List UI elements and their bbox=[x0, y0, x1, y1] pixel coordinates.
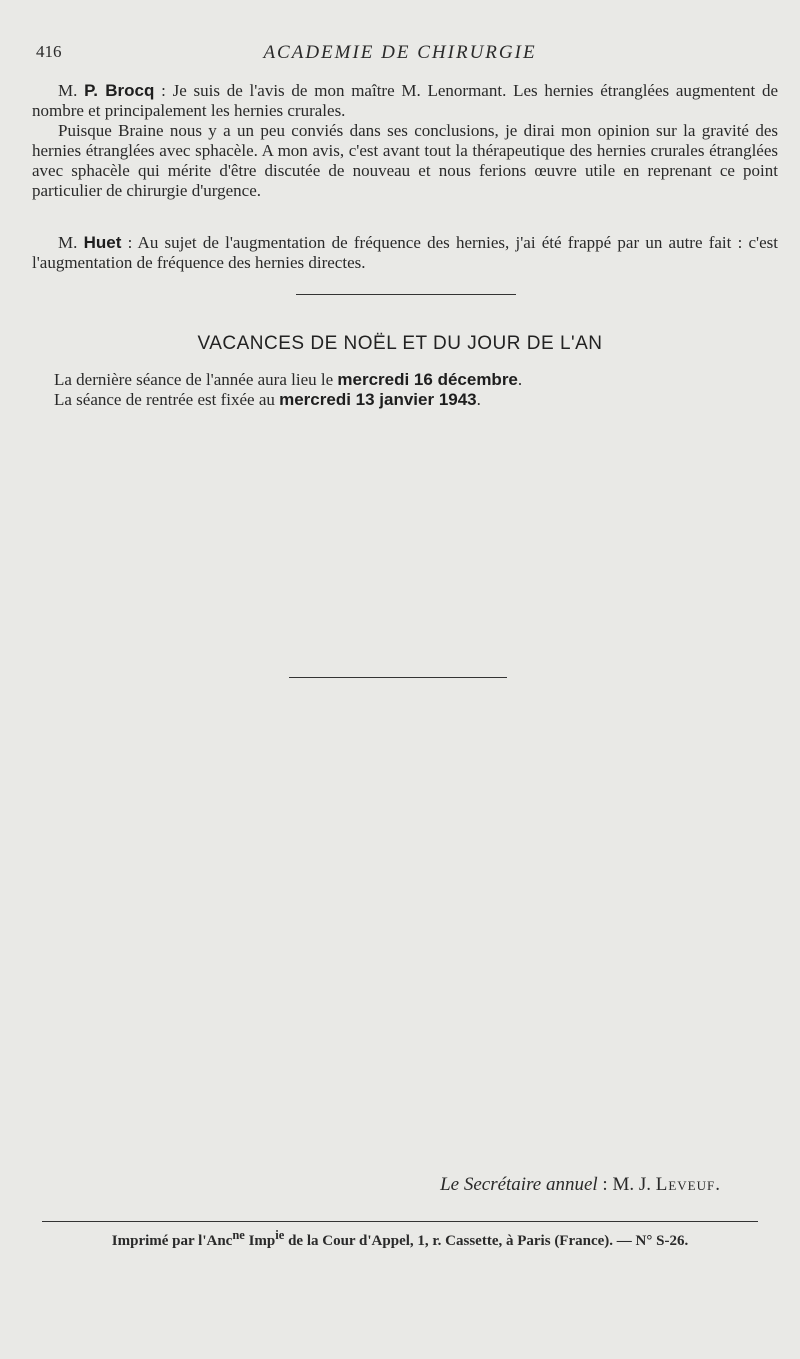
printer-imprint bbox=[0, 1228, 800, 1250]
imprint-superscript: ie bbox=[275, 1228, 285, 1242]
page-number: 416 bbox=[36, 42, 62, 61]
signature bbox=[440, 1174, 720, 1196]
section-divider bbox=[289, 677, 507, 678]
section-divider bbox=[296, 294, 516, 295]
signature-role: Le Secrétaire annuel bbox=[440, 1174, 598, 1195]
signature-name-prefix: M. J. bbox=[612, 1174, 656, 1195]
paragraph-text: : Au sujet de l'augmentation de fréquence des hernies, j'ai été frappé par un autre fait : c'est l'augmentation de fréquence des hernies directes. bbox=[32, 233, 778, 272]
speaker-name: Huet bbox=[83, 233, 122, 252]
notice-text: La dernière séance de l'année aura lieu le bbox=[54, 370, 338, 389]
signature-separator: : bbox=[597, 1174, 613, 1195]
signature-name: Leveuf bbox=[655, 1174, 716, 1195]
paragraph-huet bbox=[32, 233, 778, 273]
notice-date: mercredi 16 décembre bbox=[337, 370, 518, 389]
imprint-text: de la Cour d'Appel, 1, r. Cassette, à Paris (France). — N° S-26. bbox=[284, 1233, 689, 1249]
speaker-title: M. bbox=[58, 233, 84, 252]
notice-date: mercredi 13 janvier 1943 bbox=[279, 390, 477, 409]
discussion-section bbox=[32, 81, 778, 201]
notice-punct: . bbox=[476, 390, 481, 409]
paragraph-text: : Je suis de l'avis de mon maître M. Lenormant. Les hernies étranglées augmentent de nombre et principalement les hernies crurales. bbox=[32, 81, 778, 120]
page-header bbox=[30, 42, 770, 68]
footer-divider bbox=[42, 1221, 758, 1222]
discussion-section-2 bbox=[32, 233, 778, 273]
notice-punct: . bbox=[517, 370, 523, 389]
notice-body bbox=[54, 370, 754, 410]
signature-punct: . bbox=[715, 1174, 720, 1195]
notice-line-1 bbox=[54, 370, 754, 390]
paragraph-brocq-continued bbox=[32, 121, 778, 201]
running-title: ACADEMIE DE CHIRURGIE bbox=[263, 42, 537, 63]
paragraph-text: Puisque Braine nous y a un peu conviés dans ses conclusions, je dirai mon opinion sur la gravité des hernies étranglées avec sphacèle. A mon avis, c'est avant tout la thérapeutique des hernies crurales étranglées avec sphacèle qui mérite d'être discutée de nouveau et nous ferions œuvre utile en reprenant ce point particulier de chirurgie d'urgence. bbox=[32, 121, 778, 200]
imprint-text: Imp bbox=[244, 1233, 276, 1249]
notice-heading: VACANCES DE NOËL ET DU JOUR DE L'AN bbox=[197, 333, 603, 354]
notice-line-2 bbox=[54, 390, 754, 410]
notice-text: La séance de rentrée est fixée au bbox=[54, 390, 280, 409]
paragraph-brocq bbox=[32, 81, 778, 121]
imprint-superscript: ne bbox=[232, 1228, 245, 1242]
speaker-title: M. bbox=[58, 81, 85, 100]
imprint-text: Imprimé par l'Anc bbox=[111, 1233, 233, 1249]
speaker-name: P. Brocq bbox=[84, 81, 155, 100]
